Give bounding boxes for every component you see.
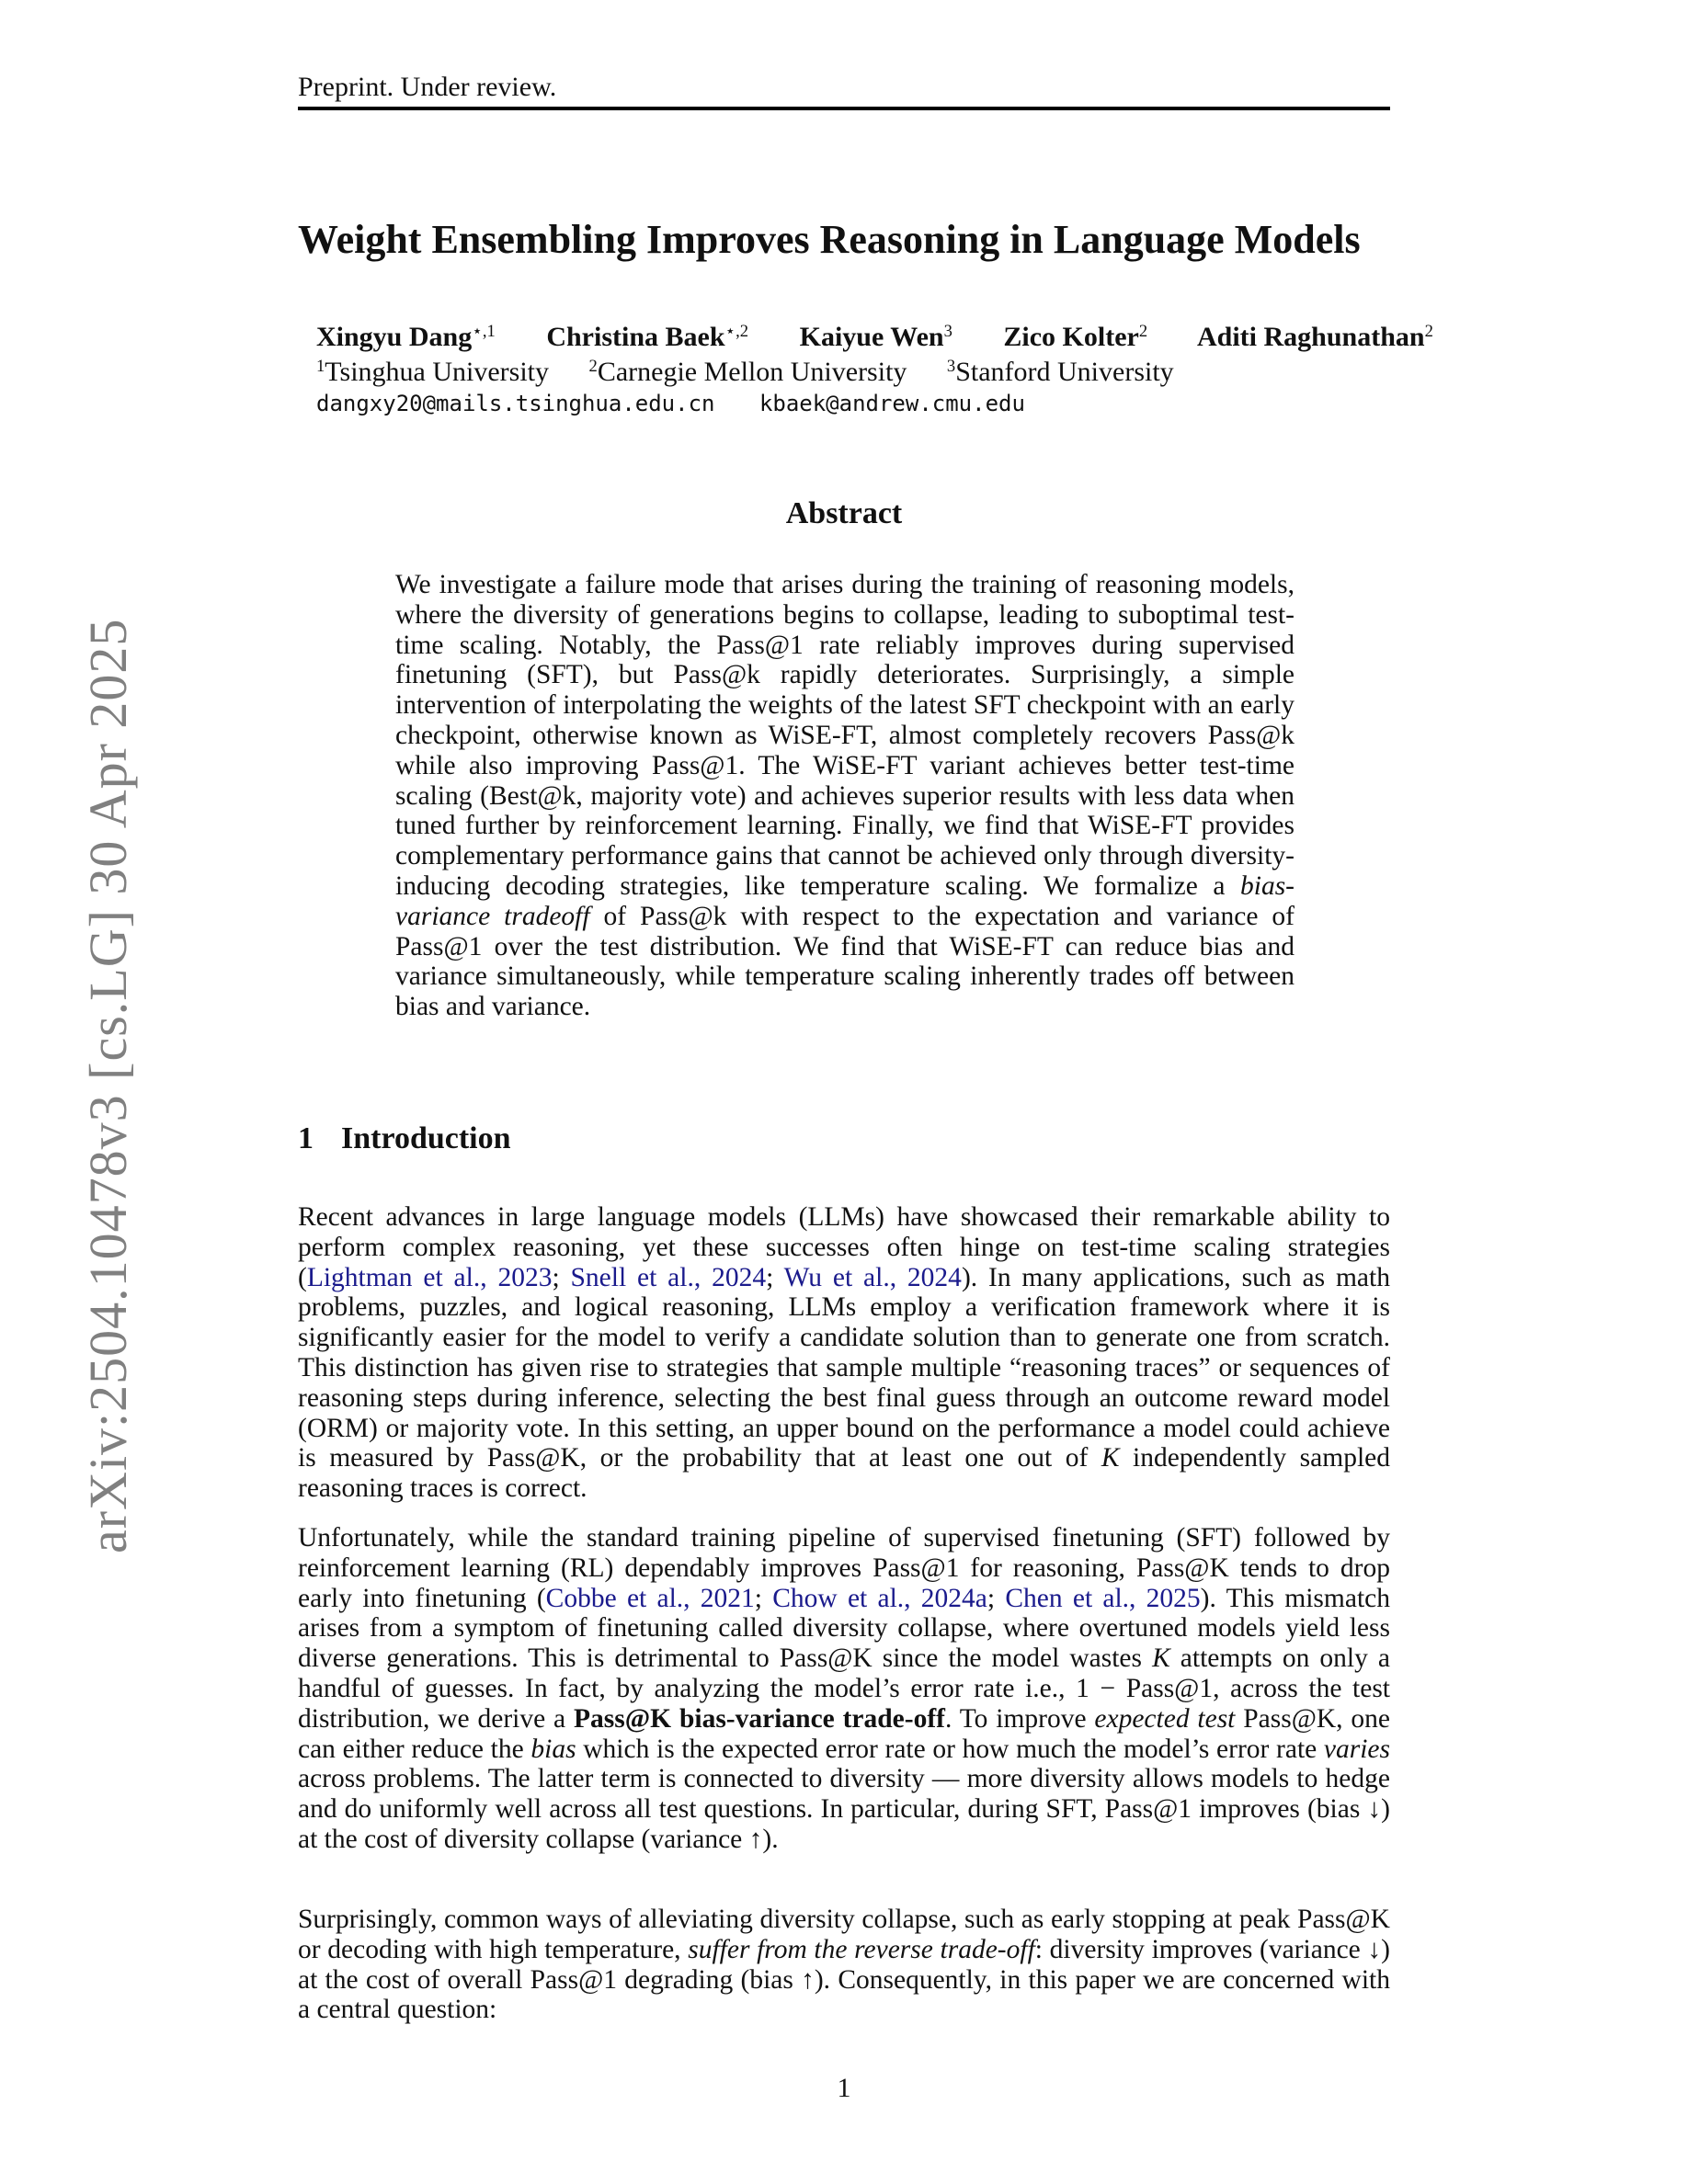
affiliation-mark: 3 bbox=[946, 356, 956, 376]
paragraph-text: across problems. The latter term is connected to diversity — more diversity allows models to hedge and do uniformly well across all test questions. In particular, during SFT, Pass@1 improves (bias ↓) at the cost of diversity collapse (variance ↑). bbox=[298, 1764, 1390, 1854]
arxiv-identifier-stamp: arXiv:2504.10478v3 [cs.LG] 30 Apr 2025 bbox=[78, 618, 138, 1553]
paragraph-text: ). This mismatch arises from a symptom of finetuning called diversity collapse, where overtuned models yield less diverse generations. This is detrimental to Pass@K since the model wastes bbox=[298, 1583, 1390, 1674]
intro-paragraph-1: Recent advances in large language models (LLMs) have showcased their remarkable ability to perform complex reasoning, yet these successes often hinge on test-time scaling strategies (Lightman et al., 2023; Snell et al., 2024; Wu et al., 2024). In many applications, such as math problems, puzzles, and logical reasoning, LLMs employ a verification framework where it is significantly easier for the model to verify a candidate solution than to generate one from scratch. This distinction has given rise to strategies that sample multiple “reasoning traces” or sequences of reasoning steps during inference, selecting the best final guess through an outcome reward model (ORM) or majority vote. In this setting, an upper bound on the performance a model could achieve is measured by Pass@K, or the probability that at least one out of K independently sampled reasoning traces is correct. bbox=[298, 1202, 1390, 1504]
affiliation-name: Tsinghua University bbox=[325, 357, 550, 387]
paragraph-text: Pass@K, one can either reduce the bbox=[298, 1703, 1390, 1764]
math-variable: K bbox=[1152, 1644, 1170, 1674]
abstract-text: of Pass@k with respect to the expectation and variance of Pass@1 over the test distribution. We find that WiSE-FT can reduce bias and variance simultaneously, while temperature scaling inherently trades off between bias and variance. bbox=[395, 901, 1295, 1022]
email-address: kbaek@andrew.cmu.edu bbox=[758, 391, 1025, 416]
author-affiliation-mark: ⋆,1 bbox=[472, 321, 496, 341]
emphasis-text: bias bbox=[530, 1734, 576, 1764]
affiliation-mark: 1 bbox=[316, 356, 325, 376]
intro-paragraph-3 bbox=[298, 1905, 1390, 2025]
author-name: Kaiyue Wen bbox=[799, 322, 944, 352]
affiliation bbox=[316, 357, 549, 387]
abstract-heading: Abstract bbox=[785, 496, 903, 530]
citation-link[interactable]: Chow et al., 2024a bbox=[772, 1583, 987, 1613]
paragraph-text: independently sampled reasoning traces is correct. bbox=[298, 1443, 1390, 1504]
author bbox=[1003, 322, 1147, 352]
author bbox=[1197, 322, 1433, 352]
paragraph-text: ). In many applications, such as math problems, puzzles, and logical reasoning, LLMs employ a verification framework where it is significantly easier for the model to verify a candidate solution than to generate one from scratch. This distinction has given rise to strategies that sample multiple “reasoning traces” or sequences of reasoning steps during inference, selecting the best final guess through an outcome reward model (ORM) or majority vote. In this setting, an upper bound on the performance a model could achieve is measured by Pass@K, or the probability that at least one out of bbox=[298, 1262, 1390, 1473]
running-header: Preprint. Under review. bbox=[298, 72, 557, 102]
author-name: Aditi Raghunathan bbox=[1197, 322, 1425, 352]
section-title: Introduction bbox=[341, 1121, 511, 1155]
bold-term: Pass@K bias-variance trade-off bbox=[574, 1703, 945, 1734]
header-rule bbox=[298, 107, 1390, 110]
affiliation bbox=[947, 357, 1174, 387]
emphasis-text: expected test bbox=[1094, 1703, 1236, 1734]
author-affiliation-mark: ⋆,2 bbox=[724, 321, 749, 341]
affiliation-list bbox=[316, 357, 1420, 388]
paper-title: Weight Ensembling Improves Reasoning in Language Models bbox=[298, 217, 1361, 262]
email-address: dangxy20@mails.tsinghua.edu.cn bbox=[316, 391, 715, 416]
emphasis-text: suffer from the reverse trade-off bbox=[688, 1934, 1035, 1964]
author bbox=[316, 322, 496, 352]
abstract-body bbox=[395, 570, 1295, 1022]
abstract-emphasis: bias-variance tradeoff bbox=[395, 870, 1295, 931]
citation-link[interactable]: Chen et al., 2025 bbox=[1005, 1583, 1201, 1613]
paragraph-text: attempts on only a handful of guesses. In fact, by analyzing the model’s error rate i.e., 1 − Pass@1, across the test distribution, we derive a bbox=[298, 1644, 1390, 1734]
author-affiliation-mark: 2 bbox=[1424, 321, 1433, 341]
email-list bbox=[316, 391, 1056, 416]
intro-paragraph-2: Unfortunately, while the standard training pipeline of supervised finetuning (SFT) followed by reinforcement learning (RL) dependably improves Pass@1 for reasoning, Pass@K tends to drop early into finetuning (Cobbe et al., 2021; Chow et al., 2024a; Chen et al., 2025). This mismatch arises from a symptom of finetuning called diversity collapse, where overtuned models yield less diverse generations. This is detrimental to Pass@K since the model wastes K attempts on only a handful of guesses. In fact, by analyzing the model’s error rate i.e., 1 − Pass@1, across the test distribution, we derive a Pass@K bias-variance trade-off. To improve expected test Pass@K, one can either reduce the bias which is the expected error rate or how much the model’s error rate varies across problems. The latter term is connected to diversity — more diversity allows models to hedge and do uniformly well across all test questions. In particular, during SFT, Pass@1 improves (bias ↓) at the cost of diversity collapse (variance ↑). bbox=[298, 1523, 1390, 1854]
emphasis-text: varies bbox=[1323, 1734, 1390, 1764]
paragraph-text: Recent advances in large language models (LLMs) have showcased their remarkable ability to perform complex reasoning, yet these successes often hinge on test-time scaling strategies ( bbox=[298, 1202, 1390, 1292]
author-affiliation-mark: 3 bbox=[943, 321, 952, 341]
author-name: Christina Baek bbox=[546, 322, 725, 352]
paragraph-text: Unfortunately, while the standard training pipeline of supervised finetuning (SFT) followed by reinforcement learning (RL) dependably improves Pass@1 for reasoning, Pass@K tends to drop early into finetuning ( bbox=[298, 1523, 1390, 1613]
citation-link[interactable]: Lightman et al., 2023 bbox=[306, 1262, 553, 1292]
section-number: 1 bbox=[298, 1121, 314, 1155]
author-name: Zico Kolter bbox=[1003, 322, 1139, 352]
paragraph-text: Surprisingly, common ways of alleviating diversity collapse, such as early stopping at peak Pass@K or decoding with high temperature, bbox=[298, 1905, 1390, 1964]
citation-link[interactable]: Wu et al., 2024 bbox=[783, 1262, 962, 1292]
author-name: Xingyu Dang bbox=[316, 322, 473, 352]
citation-link[interactable]: Cobbe et al., 2021 bbox=[545, 1583, 755, 1613]
section-heading bbox=[298, 1121, 511, 1156]
math-variable: K bbox=[1101, 1443, 1120, 1473]
affiliation-mark: 2 bbox=[588, 356, 598, 376]
page-number: 1 bbox=[837, 2073, 851, 2103]
paragraph-text: : diversity improves (variance ↓) at the cost of overall Pass@1 degrading (bias ↑). Consequently, in this paper we are concerned with a central question: bbox=[298, 1934, 1391, 2025]
author bbox=[800, 322, 952, 352]
abstract-text: We investigate a failure mode that arises during the training of reasoning models, where the diversity of generations begins to collapse, leading to suboptimal test-time scaling. Notably, the Pass@1 rate reliably improves during supervised finetuning (SFT), but Pass@k rapidly deteriorates. Surprisingly, a simple intervention of interpolating the weights of the latest SFT checkpoint with an early checkpoint, otherwise known as WiSE-FT, almost completely recovers Pass@k while also improving Pass@1. The WiSE-FT variant achieves better test-time scaling (Best@k, majority vote) and achieves superior results with less data when tuned further by reinforcement learning. Finally, we find that WiSE-FT provides complementary performance gains that cannot be achieved only through diversity-inducing decoding strategies, like temperature scaling. We formalize a bbox=[395, 570, 1295, 901]
citation-link[interactable]: Snell et al., 2024 bbox=[570, 1262, 767, 1292]
author bbox=[546, 322, 748, 352]
affiliation-name: Carnegie Mellon University bbox=[597, 357, 907, 387]
author-affiliation-mark: 2 bbox=[1138, 321, 1148, 341]
paragraph-text: . To improve bbox=[945, 1703, 1095, 1734]
affiliation-name: Stanford University bbox=[955, 357, 1174, 387]
affiliation bbox=[589, 357, 907, 387]
author-list bbox=[316, 322, 1466, 353]
paragraph-text: which is the expected error rate or how much the model’s error rate bbox=[576, 1734, 1324, 1764]
